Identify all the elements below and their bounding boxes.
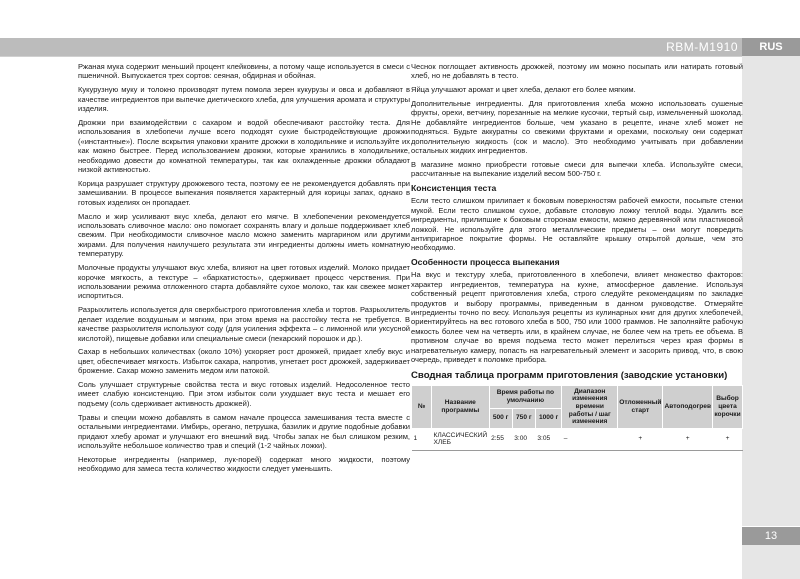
paragraph-mixes: В магазине можно приобрести готовые смеси для выпечки хлеба. Используйте смеси, рассчитанные на выпекание изделий весом 500-750 г. [411,159,743,179]
cell-keepwarm: + [663,428,713,450]
paragraph-baking-powder: Разрыхлитель используется для сверхбыстрого приготовления хлеба и тортов. Разрыхлитель делает изделие воздушным и мягким, при этом время на расстойку теста не требуется. В качестве разрыхлителя используют соду (для усиления эффекта – с лимонной или уксусной кислотой), пищевые добавки или специальные смеси (пекарский порошок и др.). [78,305,410,343]
model-label: RBM-M1910 [666,40,738,54]
th-500: 500 г [489,408,512,428]
cell-1000: 3:05 [535,428,561,450]
th-keepwarm: Автоподогрев [663,385,713,428]
cell-500: 2:55 [489,428,512,450]
th-default-time: Время работы по умолчанию [489,385,562,408]
paragraph-sugar: Сахар в небольших количествах (около 10%) ускоряет рост дрожжей, придает хлебу вкус и цвет, обеспечивает мягкость. Избыток сахара, напротив, угнетает рост дрожжей, задерживает брожение. Сахар можно заменить медом или патокой. [78,347,410,376]
th-750: 750 г [512,408,535,428]
paragraph-salt: Соль улучшает структурные свойства теста и вкус готовых изделий. Недосоленное тесто имеет слабую консистенцию. При этом избыток соли ухудшает вкус теста и мешает его подъему (соль сдерживает активность дрожжей). [78,379,410,408]
paragraph-butter: Масло и жир усиливают вкус хлеба, делают его мягче. В хлебопечении рекомендуется использовать сливочное масло: оно помогает сохранять влагу и дольше поддерживает хлеб свежим. При необходимости сливочное масло можно заменить маргарином или другими жирами. Для получения наилучшего результата эти ингредиенты должны иметь комнатную температуру. [78,211,410,259]
cell-750: 3:00 [512,428,535,450]
paragraph-corn-flour: Кукурузную муку и толокно производят путем помола зерен кукурузы и овса и добавляют в качестве ингредиентов при выпечке диетического хлеба, для улучшения аромата и структуры изделия. [78,85,410,114]
paragraph-herbs: Травы и специи можно добавлять в самом начале процесса замешивания теста вместе с остальными ингредиентами. Имбирь, орегано, петрушка, базилик и другие подобные добавки придают хлебу аромат и улучшают его внешний вид. Чтобы запах не был слишком резким, используйте небольшое количество трав и специй (1-2 чайных ложки). [78,412,410,450]
side-strip [742,56,800,526]
th-num: № [412,385,432,428]
header-divider [0,56,800,57]
cell-crust: + [713,428,743,450]
program-table [411,385,743,451]
heading-program-table: Сводная таблица программ приготовления (заводские установки) [411,369,728,381]
th-name: Название программы [432,385,490,428]
table-row [412,428,743,450]
cell-range: – [562,428,618,450]
paragraph-eggs: Яйца улучшают аромат и цвет хлеба, делают его более мягким. [411,85,636,95]
cell-num: 1 [412,428,432,450]
cell-delay: + [618,428,663,450]
paragraph-rye-flour: Ржаная мука содержит меньший процент клейковины, а потому чаще используется в смеси с пшеничной. Выпускается трех сортов: сеяная, обдирная и обойная. [78,62,410,81]
paragraph-baking: На вкус и текстуру хлеба, приготовленного в хлебопечи, влияет множество факторов: характер ингредиентов, температура на кухне, атмосферное давление. Используя собственный рецепт приготовления хлеба, строго следуйте рекомендациям по закладке продуктов и выбору программы, приведенным в данном руководстве. Отмеряйте ингредиенты точно по весу. Используя рецепты из кулинарных книг для других хлебопечей, ориентируйтесь на вес готового хлеба в 500, 750 или 1000 граммов. Не заполняйте рабочую емкость более чем на четверть или, в крайнем случае, не более чем на треть ее объема. В противном случае во время подъема тесто может перелиться через края формы в нагревательную камеру, попасть на нагревательный элемент и засорить привод, что, в свою очередь, приведет к поломке прибора. [411,270,743,365]
left-column [78,62,410,478]
paragraph-leek: Некоторые ингредиенты (например, лук-порей) содержат много жидкости, поэтому необходимо для замеса теста количество жидкости следует уменьшить. [78,454,410,474]
th-crust: Выбор цвета корочки [713,385,743,428]
th-delay: Отложенный старт [618,385,663,428]
heading-baking: Особенности процесса выпекания [411,257,560,268]
heading-consistency: Консистенция теста [411,183,497,194]
bottom-strip [742,545,800,579]
th-range: Диапазон изменения времени работы / шаг изменения [562,385,618,428]
paragraph-garlic: Чеснок поглощает активность дрожжей, поэтому им можно посыпать или натирать готовый хлеб, но не добавлять в тесто. [411,62,743,81]
paragraph-consistency: Если тесто слишком прилипает к боковым поверхностям рабочей емкости, посыпьте стенки мукой. Если тесто слишком сухое, добавьте столовую ложку теплой воды. Удалить все ингредиенты, прилипшие к боковым сторонам емкости, можно деревянной или пластиковой ложкой. Не используйте для этого металлические предметы – они могут повредить антипригарное покрытие формы. Не оставляйте крышку открытой дольше, чем это необходимо. [411,196,743,253]
paragraph-extras: Дополнительные ингредиенты. Для приготовления хлеба можно использовать сушеные фрукты, орехи, ветчину, порезанные на мелкие кусочки, тертый сыр, измельченный шоколад. Не добавляйте ингредиентов больше, чем указано в рецепте, иначе хлеб может не подняться. Будьте аккуратны со свежими фруктами и орехами, поскольку они содержат дополнительную жидкость (сок и масло). Это необходимо учитывать при добавлении остальных жидких ингредиентов. [411,98,743,156]
paragraph-yeast: Дрожжи при взаимодействии с сахаром и водой обеспечивают расстойку теста. Для использования в хлебопечи лучше всего подходят сухие быстродействующие дрожжи («инстантные»). После вскрытия упаковки храните дрожжи в холодильнике и используйте их как можно быстрее. Перед использованием дрожжи, которые хранились в холодильнике, необходимо довести до комнатной температуры, так как охлажденные дрожжи обладают низкой активностью. [78,117,410,175]
cell-name: КЛАССИЧЕСКИЙ ХЛЕБ [432,428,490,450]
paragraph-cinnamon: Корица разрушает структуру дрожжевого теста, поэтому ее не рекомендуется добавлять при замешивании. В процессе выпекания появляется характерный для корицы запах, однако в готовых изделиях он пропадает. [78,178,410,207]
paragraph-dairy: Молочные продукты улучшают вкус хлеба, влияют на цвет готовых изделий. Молоко придает корочке мягкость, а текстуре – «бархатистость», сдерживает процесс черствения. При использовании режима отложенного старта добавляйте сухое молоко, так как свежее может испортиться. [78,263,410,301]
right-column [411,62,743,451]
page-number: 13 [742,527,800,545]
language-tab: RUS [742,38,800,56]
th-1000: 1000 г [535,408,561,428]
